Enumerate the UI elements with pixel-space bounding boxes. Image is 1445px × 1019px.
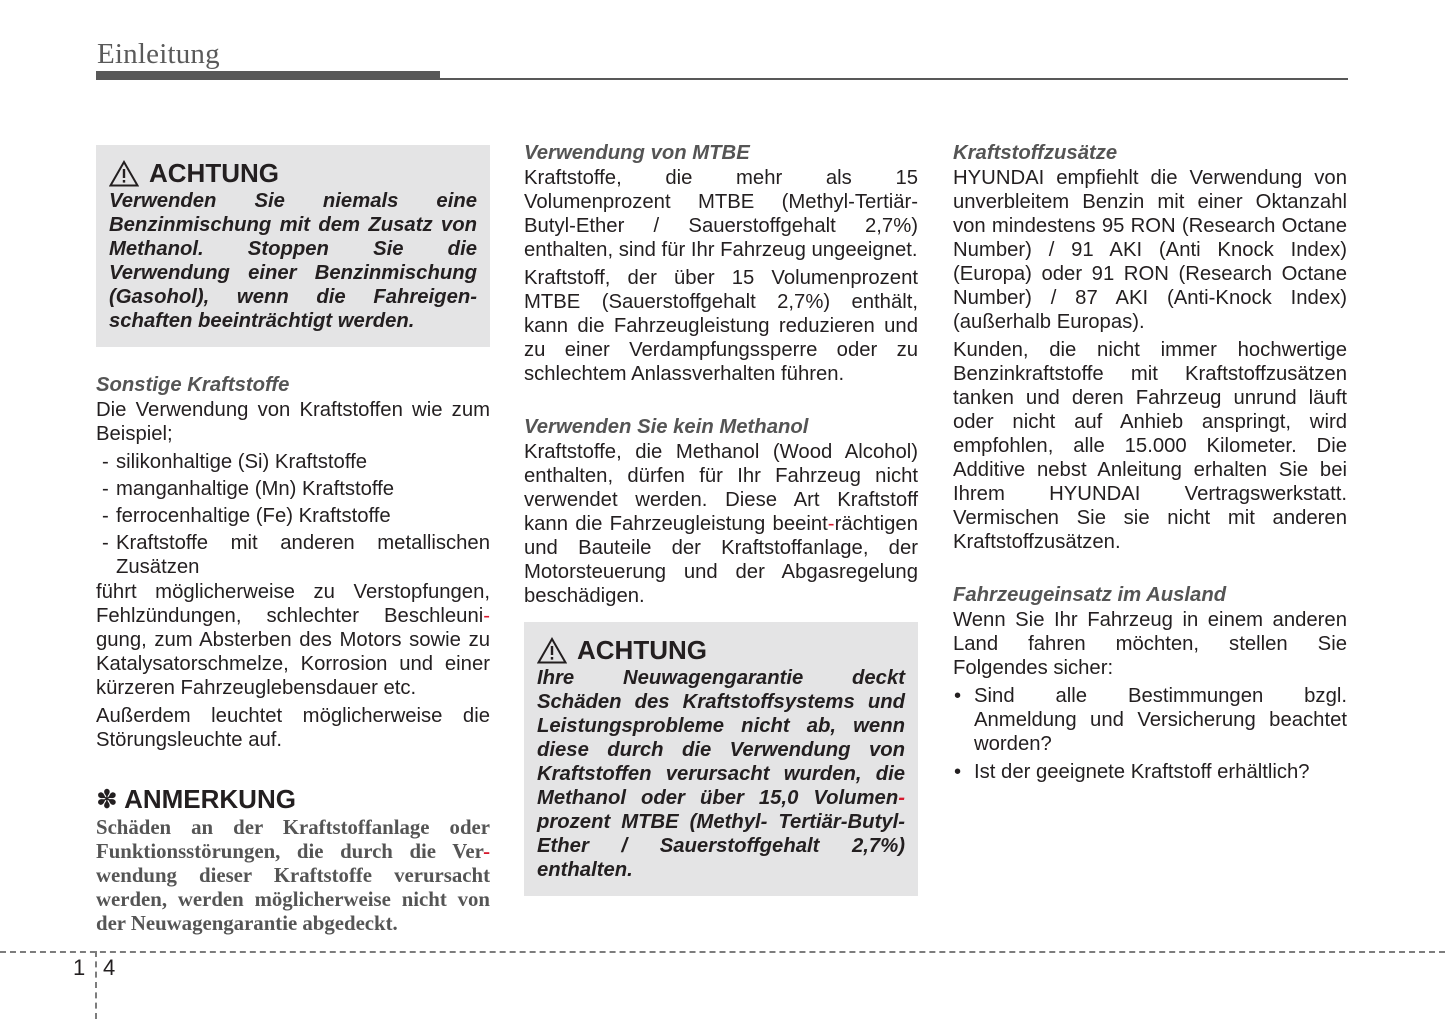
warning-heading <box>109 158 477 188</box>
mtbe-paragraph-1: Kraftstoffe, die mehr als 15 Volumenprozent MTBE (Methyl-Tertiär-Butyl-Ether / Sauerstoffgehalt 2,7%) enthalten, sind für Ihr Fahrzeug ungeeignet. <box>524 167 918 261</box>
zusaetze-paragraph-2: Kunden, die nicht immer hochwertige Benzinkraftstoffe mit Kraftstoffzusätzen tanken und deren Fahrzeug unrund läuft oder nicht auf Anhieb anspringt, wird empfohlen, alle 15.000 Kilometer. Die Additive nebst Anleitung erhalten Sie bei Ihrem HYUNDAI Vertragswerkstatt. Vermischen Sie sie nicht mit anderen Kraftstoffzusätzen. <box>953 339 1347 553</box>
header-rule <box>440 78 1348 80</box>
column-left <box>96 141 490 936</box>
hyphen-mark: - <box>483 605 490 627</box>
warning-heading-label: ACHTUNG <box>577 635 707 665</box>
warning-text <box>537 666 905 882</box>
warning-triangle-icon <box>537 637 567 664</box>
note-heading-label: ANMERKUNG <box>124 784 296 814</box>
list-item: - ferrocenhaltige (Fe) Kraftstoffe <box>96 504 490 528</box>
hyphen-mark: - <box>483 840 490 863</box>
ausland-intro: Wenn Sie Ihr Fahrzeug in einem anderen Land fahren möchten, stellen Sie Folgendes sicher: <box>953 609 1347 679</box>
warning-heading-label: ACHTUNG <box>149 158 279 188</box>
list-item: - Kraftstoffe mit anderen metallischen Zusätzen <box>96 531 490 579</box>
chapter-number: 1 <box>73 955 86 980</box>
note-heading <box>96 784 490 814</box>
warning-heading <box>537 635 905 665</box>
sonstige-consequences <box>96 580 490 700</box>
section-heading-zusaetze: Kraftstoffzusätze <box>953 142 1118 164</box>
column-middle <box>524 141 918 896</box>
sonstige-warning-light: Außerdem leuchtet möglicherweise die Störungsleuchte auf. <box>96 705 490 751</box>
note-text <box>96 816 490 936</box>
footer-dashed-rule <box>0 951 1445 953</box>
warning-box-warranty <box>524 622 918 896</box>
page-number: 4 <box>103 955 116 980</box>
zusaetze-paragraph-1: HYUNDAI empfiehlt die Verwendung von unverbleitem Benzin mit einer Oktanzahl von mindestens 95 RON (Research Octane Number) / 91 AKI (Anti Knock Index) (Europa) oder 91 RON (Research Octane Number) / 87 AKI (Anti-Knock Index) (außerhalb Europas). <box>953 167 1347 333</box>
text-run: führt möglicherweise zu Verstopfungen, Fehlzündungen, schlechter Beschleuni <box>96 581 490 627</box>
text-run: Kraftstoffe, die Methanol (Wood Alcohol) enthalten, dürfen für Ihr Fahrzeug nicht verwendet werden. Diese Art Kraftstoff kann die Fahrzeugleistung beeint <box>524 441 918 535</box>
note-asterisk-icon: ✽ <box>96 784 118 814</box>
warning-text: Verwenden Sie niemals eine Benzinmischung mit dem Zusatz von Methanol. Stoppen Sie die Verwendung einer Benzinmischung (Gasohol), wenn die Fahreigen-schaften beeinträchtigt werden. <box>109 190 477 332</box>
section-heading-mtbe: Verwendung von MTBE <box>524 142 750 164</box>
list-item: • Ist der geeignete Kraftstoff erhältlich? <box>953 760 1347 784</box>
header-accent-bar <box>96 71 440 80</box>
text-run: Schäden an der Kraftstoffanlage oder Funktionsstörungen, die durch die Ver <box>96 816 490 863</box>
hyphen-mark: - <box>827 513 835 535</box>
list-item: - silikonhaltige (Si) Kraftstoffe <box>96 450 490 474</box>
list-item: - manganhaltige (Mn) Kraftstoffe <box>96 477 490 501</box>
hyphen-mark: - <box>898 787 905 809</box>
footer-dashed-divider <box>95 951 97 1019</box>
text-run: wendung dieser Kraftstoffe verursacht werden, werden möglicherweise nicht von der Neuwagengarantie abgedeckt. <box>96 864 490 935</box>
column-right <box>953 141 1347 788</box>
section-heading-methanol: Verwenden Sie kein Methanol <box>524 416 809 438</box>
ausland-checklist <box>953 684 1347 784</box>
section-heading-ausland: Fahrzeugeinsatz im Ausland <box>953 584 1227 606</box>
text-run: Ihre Neuwagengarantie deckt Schäden des Kraftstoffsystems und Leistungsprobleme nicht ab, wenn diese durch die Verwendung von Kraftstoffen verursacht wurden, die Methanol oder über 15,0 Volumen <box>537 667 905 809</box>
warning-box-methanol-mix <box>96 145 490 347</box>
mtbe-paragraph-2: Kraftstoff, der über 15 Volumenprozent MTBE (Sauerstoffgehalt 2,7%) enthält, kann die Fahrzeugleistung reduzieren und zu einer Verdampfungssperre oder zu schlechtem Anlassverhalten führen. <box>524 267 918 385</box>
text-run: prozent MTBE (Methyl- Tertiär-Butyl-Ether / Sauerstoffgehalt 2,7%) enthalten. <box>537 811 905 881</box>
sonstige-intro: Die Verwendung von Kraftstoffen wie zum Beispiel; <box>96 399 490 445</box>
list-item: • Sind alle Bestimmungen bzgl. Anmeldung und Versicherung beachtet worden? <box>953 684 1347 756</box>
text-run: rächtigen und Bauteile der Kraftstoffanlage, der Motorsteuerung und der Abgasregelung beschädigen. <box>524 513 918 607</box>
text-run: gung, zum Absterben des Motors sowie zu Katalysatorschmelze, Korrosion und einer kürzeren Fahrzeuglebensdauer etc. <box>96 629 490 699</box>
page-header-title: Einleitung <box>97 38 220 70</box>
methanol-paragraph <box>524 440 918 608</box>
section-heading-sonstige: Sonstige Kraftstoffe <box>96 374 290 396</box>
warning-triangle-icon <box>109 160 139 187</box>
fuel-type-list <box>96 450 490 579</box>
